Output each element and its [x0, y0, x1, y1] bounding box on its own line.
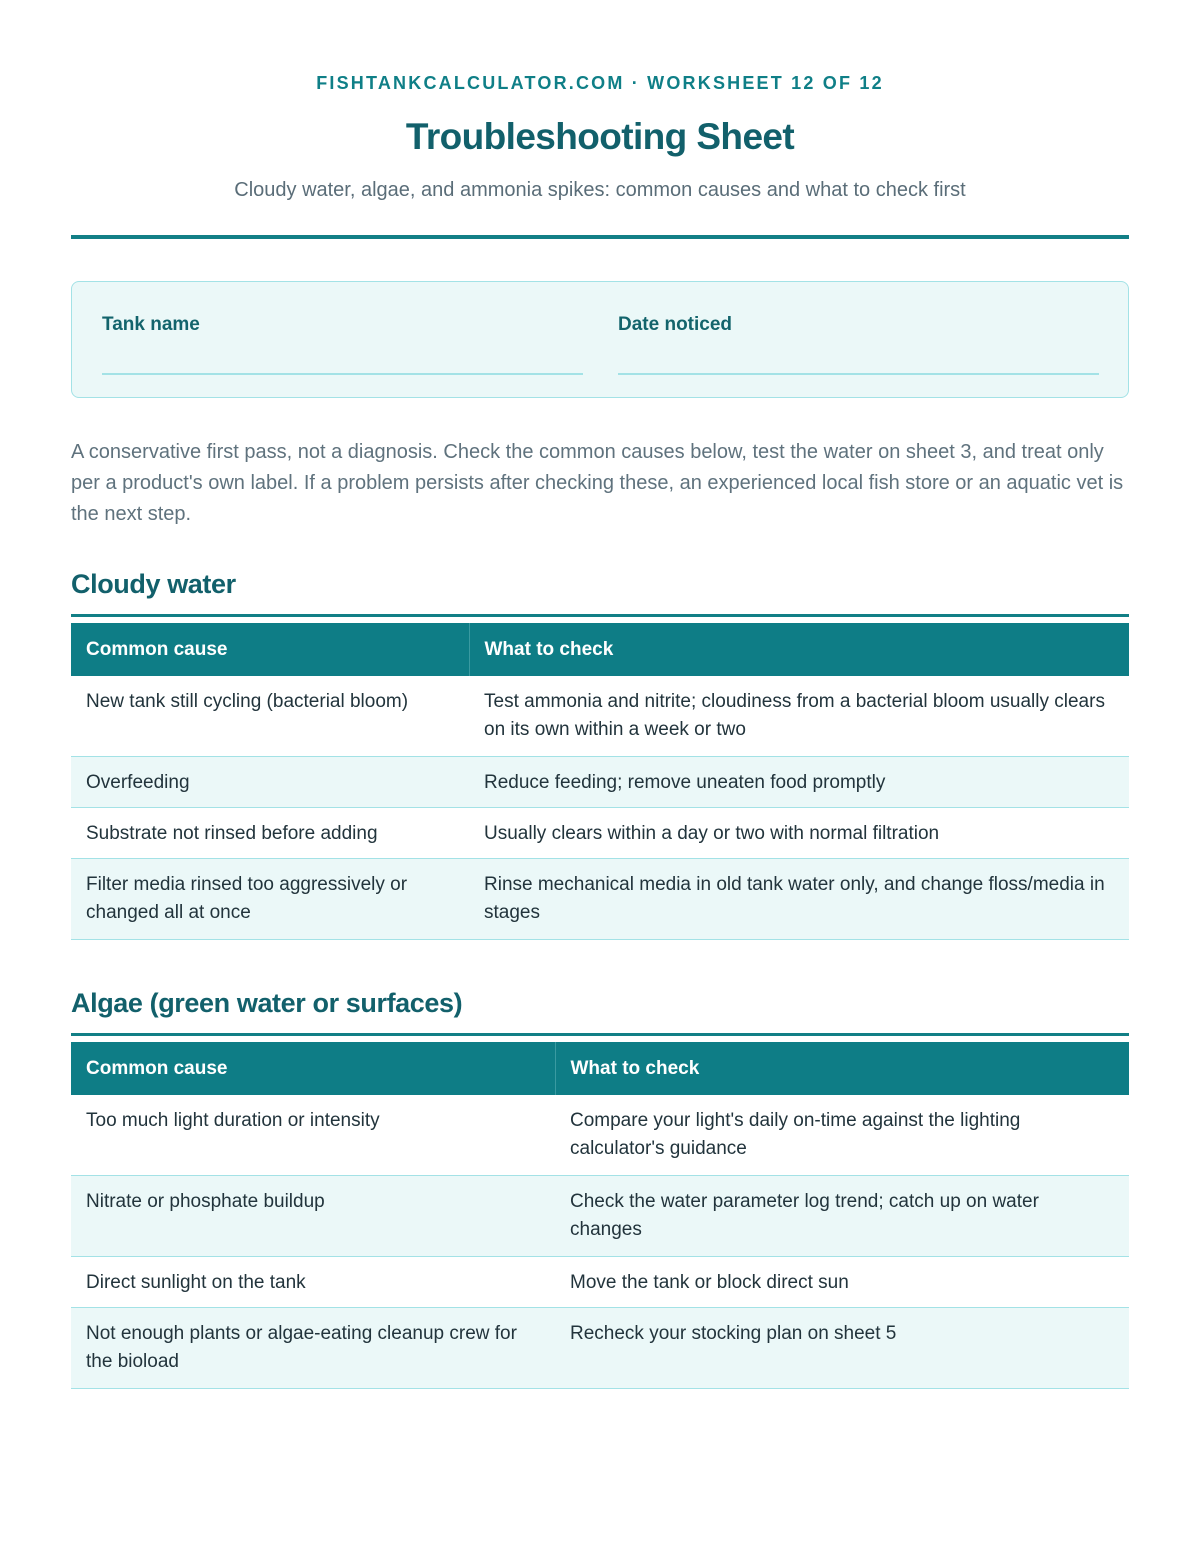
page-subtitle: Cloudy water, algae, and ammonia spikes: common causes and what to check first [234, 179, 966, 201]
intro-paragraph: A conservative first pass, not a diagnosis. Check the common causes below, test the water on sheet 3, and treat only per a product's own label. If a problem persists after checking these, an experienced local fish store or an aquatic vet is the next step. [71, 441, 1124, 525]
column-header-cause: Common cause [71, 623, 469, 676]
check-cell: Check the water parameter log trend; catch up on water changes [555, 1176, 1129, 1257]
date-noticed-input-line[interactable] [618, 373, 1099, 375]
cause-cell: New tank still cycling (bacterial bloom) [71, 676, 469, 757]
info-fields-box [71, 281, 1129, 398]
table-header-row [71, 623, 1129, 676]
check-cell: Test ammonia and nitrite; cloudiness from a bacterial bloom usually clears on its own within a week or two [469, 676, 1129, 757]
table-row [71, 1308, 1129, 1389]
section-divider [71, 614, 1129, 617]
check-cell: Move the tank or block direct sun [555, 1257, 1129, 1308]
check-cell: Compare your light's daily on-time against the lighting calculator's guidance [555, 1095, 1129, 1176]
column-header-check: What to check [555, 1042, 1129, 1095]
section-divider [71, 1033, 1129, 1036]
check-cell: Reduce feeding; remove uneaten food promptly [469, 757, 1129, 808]
cause-cell: Direct sunlight on the tank [71, 1257, 555, 1308]
cause-cell: Nitrate or phosphate buildup [71, 1176, 555, 1257]
worksheet-eyebrow: FISHTANKCALCULATOR.COM · WORKSHEET 12 OF 12 [316, 73, 884, 93]
cause-cell: Filter media rinsed too aggressively or changed all at once [71, 859, 469, 940]
table-header-row [71, 1042, 1129, 1095]
cause-cell: Not enough plants or algae-eating cleanup crew for the bioload [71, 1308, 555, 1389]
header-divider [71, 235, 1129, 239]
date-noticed-field[interactable] [618, 314, 1099, 375]
table-row [71, 676, 1129, 757]
cause-cell: Overfeeding [71, 757, 469, 808]
table-row [71, 1257, 1129, 1308]
column-header-cause: Common cause [71, 1042, 555, 1095]
tank-name-label: Tank name [102, 314, 200, 335]
table-row [71, 757, 1129, 808]
table-row [71, 808, 1129, 859]
cause-cell: Substrate not rinsed before adding [71, 808, 469, 859]
tank-name-field[interactable] [102, 314, 583, 375]
section-title-cloudy-water: Cloudy water [71, 569, 236, 599]
section-title-algae: Algae (green water or surfaces) [71, 988, 463, 1018]
date-noticed-label: Date noticed [618, 314, 733, 335]
table-row [71, 859, 1129, 940]
tank-name-input-line[interactable] [102, 373, 583, 375]
algae-table [71, 1042, 1129, 1389]
table-row [71, 1176, 1129, 1257]
column-header-check: What to check [469, 623, 1129, 676]
cause-cell: Too much light duration or intensity [71, 1095, 555, 1176]
page-title: Troubleshooting Sheet [405, 116, 795, 157]
check-cell: Rinse mechanical media in old tank water only, and change floss/media in stages [469, 859, 1129, 940]
check-cell: Recheck your stocking plan on sheet 5 [555, 1308, 1129, 1389]
table-row [71, 1095, 1129, 1176]
cloudy-water-table [71, 623, 1129, 940]
check-cell: Usually clears within a day or two with normal filtration [469, 808, 1129, 859]
